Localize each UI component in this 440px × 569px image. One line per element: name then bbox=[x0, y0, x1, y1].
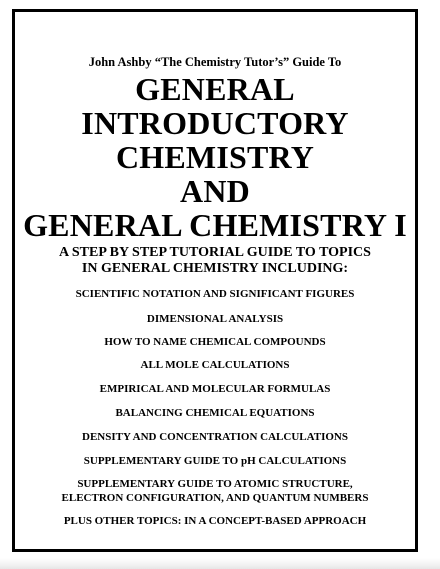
topic-empirical-molecular-formulas: EMPIRICAL AND MOLECULAR FORMULAS bbox=[99, 383, 331, 395]
topic-balancing-equations: BALANCING CHEMICAL EQUATIONS bbox=[115, 407, 315, 419]
topic-other-topics: PLUS OTHER TOPICS: IN A CONCEPT-BASED APPROACH bbox=[63, 515, 367, 527]
title-line-and: AND bbox=[180, 173, 250, 209]
cover-border-frame bbox=[12, 9, 418, 552]
topic-density-concentration: DENSITY AND CONCENTRATION CALCULATIONS bbox=[82, 431, 348, 443]
title-line-general-chemistry-i: GENERAL CHEMISTRY I bbox=[23, 207, 407, 243]
scan-edge-shadow bbox=[0, 558, 440, 569]
subtitle-line-2: IN GENERAL CHEMISTRY INCLUDING: bbox=[81, 261, 349, 276]
topic-mole-calculations: ALL MOLE CALCULATIONS bbox=[140, 359, 290, 371]
title-line-introductory: INTRODUCTORY bbox=[81, 105, 349, 141]
topic-atomic-structure-line-2: ELECTRON CONFIGURATION, AND QUANTUM NUMBERS bbox=[61, 492, 369, 504]
title-line-chemistry: CHEMISTRY bbox=[115, 139, 315, 175]
topic-naming-compounds: HOW TO NAME CHEMICAL COMPOUNDS bbox=[104, 336, 326, 348]
author-byline: John Ashby “The Chemistry Tutor’s” Guide To bbox=[88, 55, 342, 69]
topic-ph-calculations: SUPPLEMENTARY GUIDE TO pH CALCULATIONS bbox=[83, 455, 347, 467]
topic-atomic-structure-line-1: SUPPLEMENTARY GUIDE TO ATOMIC STRUCTURE, bbox=[77, 478, 353, 490]
subtitle-line-1: A STEP BY STEP TUTORIAL GUIDE TO TOPICS bbox=[59, 245, 371, 260]
topic-scientific-notation: SCIENTIFIC NOTATION AND SIGNIFICANT FIGURES bbox=[75, 288, 355, 300]
title-line-general: GENERAL bbox=[135, 71, 295, 107]
topic-dimensional-analysis: DIMENSIONAL ANALYSIS bbox=[146, 313, 284, 325]
